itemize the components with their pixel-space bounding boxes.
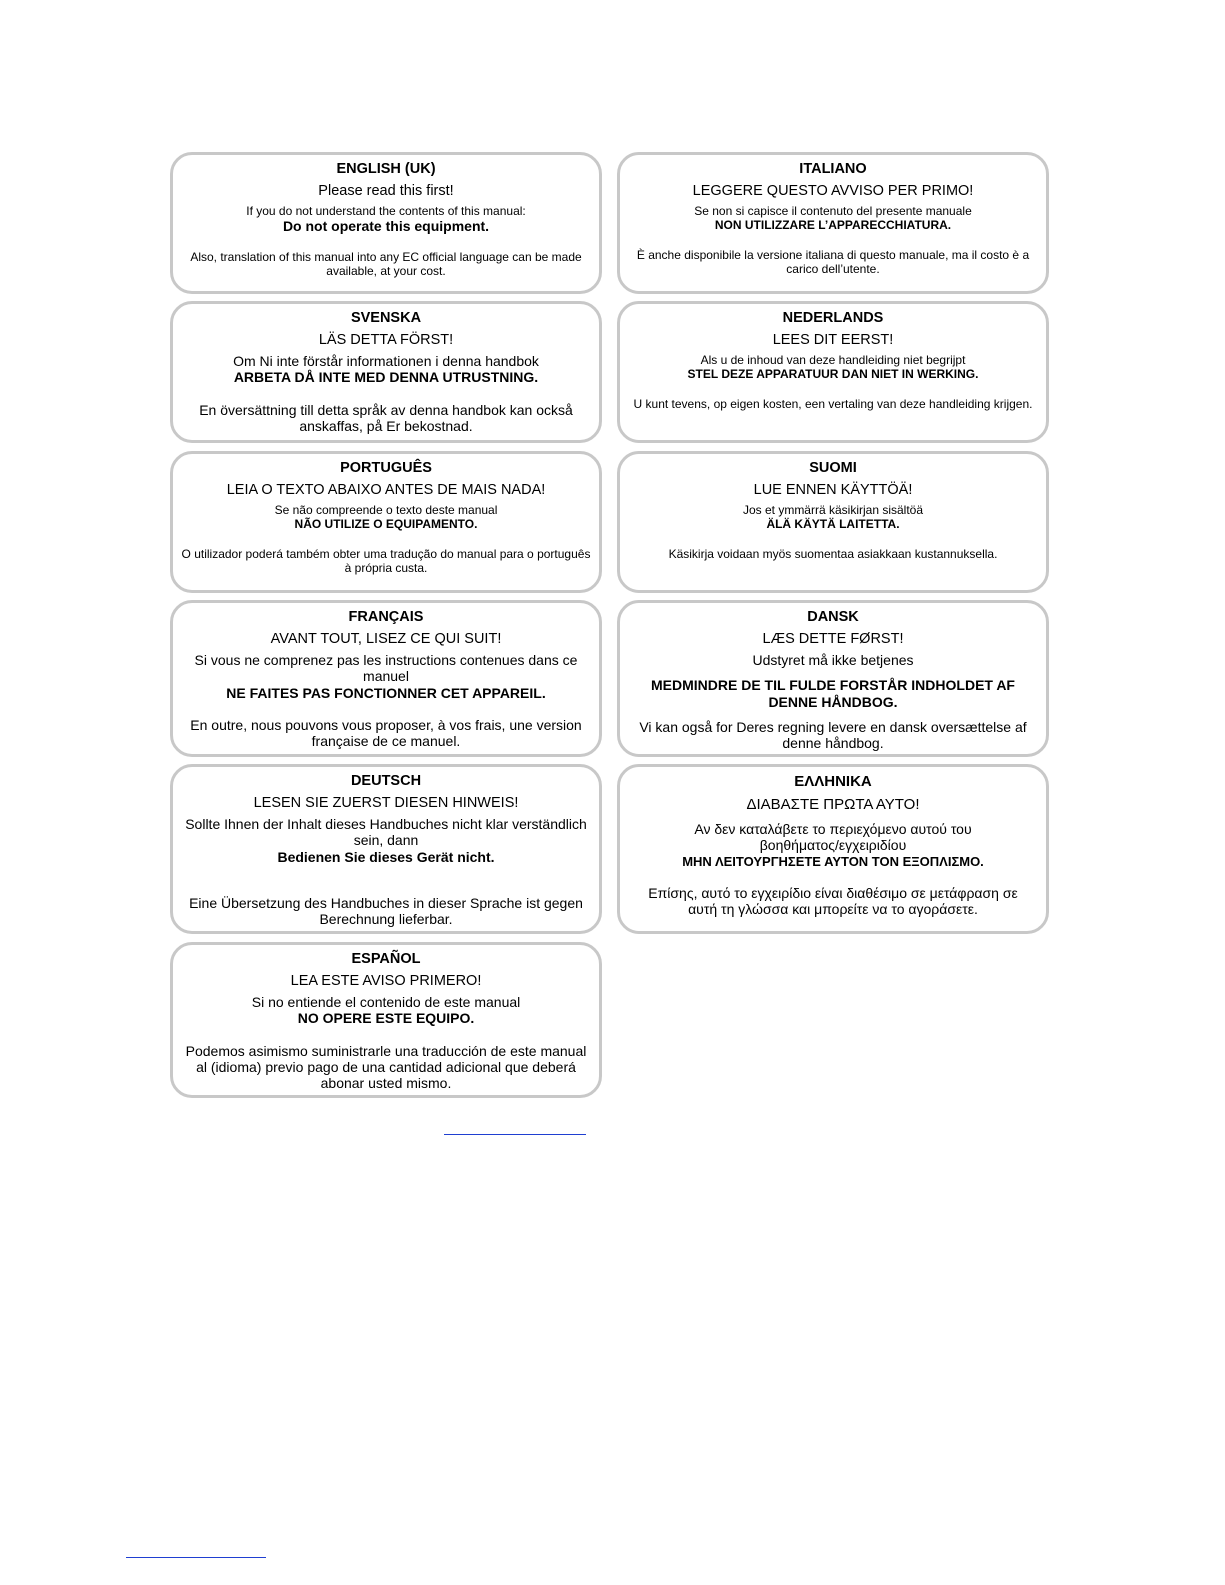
read-first: LEIA O TEXTO ABAIXO ANTES DE MAIS NADA! <box>226 481 546 498</box>
condition-text: If you do not understand the contents of this manual: <box>246 203 526 218</box>
warning-text: NON UTILIZZARE L’APPARECCHIATURA. <box>714 217 952 232</box>
condition-text: Om Ni inte förstår informationen i denna handbok <box>233 352 539 369</box>
translation-text: Also, translation of this manual into any EC official language can be made available, at your cost. <box>190 250 582 279</box>
condition-text: Si no entiende el contenido de este manual <box>251 993 521 1010</box>
footnote-separator <box>126 1557 266 1558</box>
translation-text: En översättning till detta språk av denna handbok kan också anskaffas, på Er bekostnad. <box>199 401 573 435</box>
condition-text: Si vous ne comprenez pas les instructions contenues dans ce manuel <box>194 651 578 685</box>
warning-text: STEL DEZE APPARATUUR DAN NIET IN WERKING. <box>687 366 979 381</box>
warning-text: Do not operate this equipment. <box>282 217 490 234</box>
notice-deutsch <box>170 764 602 934</box>
warning-text: NE FAITES PAS FONCTIONNER CET APPAREIL. <box>226 684 546 701</box>
warning-text: NO OPERE ESTE EQUIPO. <box>297 1010 475 1027</box>
translation-text: Podemos asimismo suministrarle una traducción de este manual al (idioma) previo pago de una cantidad adicional que deberá abonar usted mismo. <box>185 1042 587 1092</box>
translation-text: Käsikirja voidaan myös suomentaa asiakkaan kustannuksella. <box>668 546 998 561</box>
warning-text: Bedienen Sie dieses Gerät nicht. <box>277 848 495 865</box>
warning-text: NÃO UTILIZE O EQUIPAMENTO. <box>294 516 478 531</box>
translation-text: O utilizador poderá também obter uma tradução do manual para o português à própria custa. <box>181 546 591 575</box>
notice-english <box>170 152 602 294</box>
read-first: Please read this first! <box>318 182 454 199</box>
notice-suomi <box>617 451 1049 593</box>
notice-nederlands <box>617 301 1049 443</box>
condition-text: Se não compreende o texto deste manual <box>274 502 498 517</box>
condition-text: Sollte Ihnen der Inhalt dieses Handbuches nicht klar verständlich sein, dann <box>185 815 587 849</box>
notice-espanol <box>170 942 602 1098</box>
translation-text: Eine Übersetzung des Handbuches in dieser Sprache ist gegen Berechnung lieferbar. <box>189 895 583 928</box>
translation-text: È anche disponibile la versione italiana di questo manuale, ma il costo è a carico dell’utente. <box>636 247 1030 276</box>
translation-text: Vi kan også for Deres regning levere en dansk oversættelse af denne håndbog. <box>639 719 1027 752</box>
translation-text: U kunt tevens, op eigen kosten, een vertaling van deze handleiding krijgen. <box>633 396 1033 411</box>
lang-title: DANSK <box>807 609 859 625</box>
lang-title: NEDERLANDS <box>782 310 884 326</box>
read-first: LEGGERE QUESTO AVVISO PER PRIMO! <box>692 182 974 199</box>
translation-text: Επίσης, αυτό το εγχειρίδιο είναι διαθέσιμο σε μετάφραση σε αυτή τη γλώσσα και μπορείτε να το αγοράσετε. <box>648 885 1018 918</box>
notice-svenska <box>170 301 602 443</box>
read-first: LEA ESTE AVISO PRIMERO! <box>290 972 482 989</box>
read-first: LUE ENNEN KÄYTTÖÄ! <box>753 481 913 498</box>
notice-dansk <box>617 600 1049 757</box>
read-first: ΔΙΑΒΑΣΤΕ ΠΡΩΤΑ ΑΥΤΟ! <box>746 795 920 813</box>
warning-text: ARBETA DÅ INTE MED DENNA UTRUSTNING. <box>233 369 539 386</box>
warning-text: MEDMINDRE DE TIL FULDE FORSTÅR INDHOLDET AF DENNE HÅNDBOG. <box>651 677 1015 710</box>
notice-italiano <box>617 152 1049 294</box>
condition-text: Jos et ymmärrä käsikirjan sisältöä <box>742 502 924 517</box>
lang-title: ESPAÑOL <box>351 951 421 967</box>
read-first: LESEN SIE ZUERST DIESEN HINWEIS! <box>253 794 519 811</box>
lang-title: SVENSKA <box>350 310 422 326</box>
read-first: AVANT TOUT, LISEZ CE QUI SUIT! <box>270 630 502 647</box>
condition-text: Als u de inhoud van deze handleiding niet begrijpt <box>700 352 966 367</box>
lang-title: FRANÇAIS <box>348 609 424 625</box>
warning-text: ÄLÄ KÄYTÄ LAITETTA. <box>766 516 900 531</box>
notice-ellinika <box>617 764 1049 934</box>
read-first: LÆS DETTE FØRST! <box>762 630 904 647</box>
lang-title: PORTUGUÊS <box>340 460 432 476</box>
condition-text: Αν δεν καταλάβετε το περιεχόμενο αυτού του βοηθήματος/εγχειριδίου <box>694 821 972 854</box>
notice-portugues <box>170 451 602 593</box>
link-underline[interactable] <box>444 1134 586 1135</box>
read-first: LÄS DETTA FÖRST! <box>318 331 454 348</box>
condition-text: Se non si capisce il contenuto del presente manuale <box>694 203 972 218</box>
read-first: LEES DIT EERST! <box>772 331 894 348</box>
lang-title: SUOMI <box>809 460 857 476</box>
warning-text: ΜΗΝ ΛΕΙΤΟΥΡΓΗΣΕΤΕ ΑΥΤΟΝ ΤΟΝ ΕΞΟΠΛΙΣΜΟ. <box>682 853 984 869</box>
notice-francais <box>170 600 602 757</box>
translation-text: En outre, nous pouvons vous proposer, à vos frais, une version française de ce manuel. <box>190 717 582 750</box>
lang-title: ΕΛΛΗΝΙΚΑ <box>794 773 872 790</box>
lang-title: ITALIANO <box>799 161 867 177</box>
lang-title: ENGLISH (UK) <box>336 161 436 177</box>
lang-title: DEUTSCH <box>350 773 422 789</box>
condition-text: Udstyret må ikke betjenes <box>752 651 914 668</box>
